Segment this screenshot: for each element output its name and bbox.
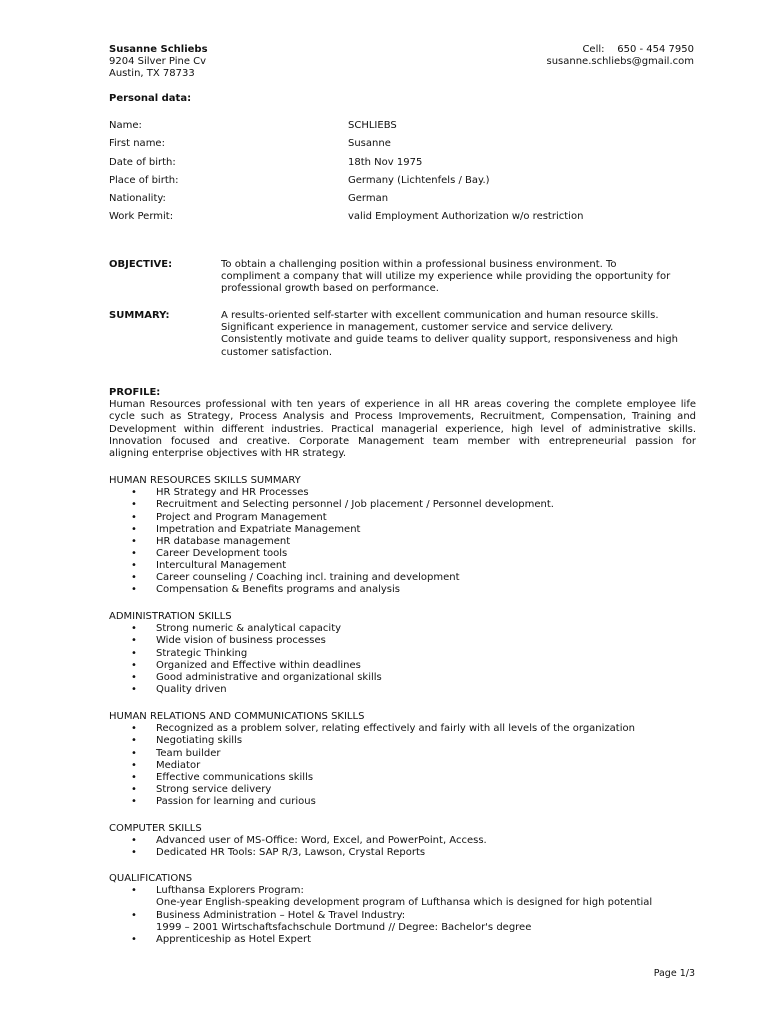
objective-label: OBJECTIVE:: [109, 259, 173, 270]
bullet-icon: •: [131, 683, 137, 695]
list-item: • Lufthansa Explorers Program: One-year English-speaking development program of Lufthansa which is designed for high potential: [131, 885, 653, 909]
bullet-icon: •: [131, 572, 137, 584]
list-item: • Strong service delivery: [131, 783, 272, 795]
list-item: • Business Administration – Hotel & Travel Industry: 1999 – 2001 Wirtschaftsfachschule Dortmund // Degree: Bachelor's degree: [131, 909, 532, 933]
relations-skills-list: [109, 723, 729, 808]
list-item: • Wide vision of business processes: [131, 635, 326, 647]
profile-section: PROFILE: Human Resources professional with ten years of experience in all HR areas covering the complete employee life cycle such as Strategy, Process Analysis and Process Improvements, Recruitment, Compensation, Training and Development within different industries. Practical managerial experience, high level of administrative skills. Innovation focused and creative. Corporate Management team member with entrepreneurial passion for aligning enterprise objectives with HR strategy.: [109, 387, 696, 460]
hr-skills-section: [109, 475, 729, 597]
bullet-icon: •: [131, 835, 137, 847]
objective-text: To obtain a challenging position within a professional business environment. To compliment a company that will utilize my experience while providing the opportunity for professional growth based on performance.: [221, 259, 671, 295]
personal-data-heading: Personal data:: [109, 93, 192, 104]
profile-heading: PROFILE:: [109, 387, 161, 398]
bullet-icon: •: [131, 885, 137, 897]
summary-text: A results-oriented self-starter with excellent communication and human resource skills. Significant experience in management, customer service and service delivery. Consistently motivate and guide teams to deliver quality support, responsiveness and high customer satisfaction.: [221, 310, 678, 358]
cell-label: Cell:: [582, 44, 605, 55]
candidate-name: Susanne Schliebs: [109, 44, 208, 55]
relations-skills-section: [109, 711, 729, 808]
list-item: • Career Development tools: [131, 547, 288, 559]
page-number: Page 1/3: [653, 968, 695, 979]
bullet-icon: •: [131, 623, 137, 635]
bullet-icon: •: [131, 523, 137, 535]
list-item: • Impetration and Expatriate Management: [131, 523, 361, 535]
list-item: • Organized and Effective within deadlines: [131, 659, 361, 671]
bullet-icon: •: [131, 771, 137, 783]
bullet-icon: •: [131, 499, 137, 511]
computer-skills-heading: COMPUTER SKILLS: [109, 823, 202, 834]
address-line-1: 9204 Silver Pine Cv: [109, 56, 207, 67]
list-item: • Career counseling / Coaching incl. training and development: [131, 572, 460, 584]
bullet-icon: •: [131, 647, 137, 659]
list-item: • Quality driven: [131, 683, 227, 695]
bullet-icon: •: [131, 759, 137, 771]
bullet-icon: •: [131, 584, 137, 596]
list-item: • Dedicated HR Tools: SAP R/3, Lawson, Crystal Reports: [131, 847, 426, 859]
bullet-icon: •: [131, 547, 137, 559]
list-item: • Compensation & Benefits programs and analysis: [131, 584, 400, 596]
address-line-2: Austin, TX 78733: [109, 68, 195, 79]
qualifications-list: [109, 885, 729, 946]
summary-label: SUMMARY:: [109, 310, 170, 321]
hr-skills-heading: HUMAN RESOURCES SKILLS SUMMARY: [109, 475, 301, 486]
list-item: • Good administrative and organizational skills: [131, 671, 382, 683]
list-item: • Negotiating skills: [131, 735, 243, 747]
list-item: • HR database management: [131, 535, 291, 547]
list-item: • Intercultural Management: [131, 560, 287, 572]
list-item: • Recognized as a problem solver, relating effectively and fairly with all levels of the organization: [131, 723, 635, 735]
list-item: • Advanced user of MS-Office: Word, Excel, and PowerPoint, Access.: [131, 835, 487, 847]
bullet-icon: •: [131, 847, 137, 859]
list-item: • Mediator: [131, 759, 201, 771]
bullet-icon: •: [131, 535, 137, 547]
admin-skills-section: [109, 611, 729, 696]
list-item: • Strong numeric & analytical capacity: [131, 623, 342, 635]
qualifications-section: [109, 873, 729, 946]
admin-skills-heading: ADMINISTRATION SKILLS: [109, 611, 232, 622]
bullet-icon: •: [131, 747, 137, 759]
qualifications-heading: QUALIFICATIONS: [109, 873, 193, 884]
bullet-icon: •: [131, 783, 137, 795]
cell-phone: [582, 44, 694, 56]
bullet-icon: •: [131, 487, 137, 499]
bullet-icon: •: [131, 909, 137, 921]
bullet-icon: •: [131, 511, 137, 523]
list-item: • Passion for learning and curious: [131, 796, 316, 808]
list-item: • HR Strategy and HR Processes: [131, 487, 309, 499]
bullet-icon: •: [131, 635, 137, 647]
list-item: • Team builder: [131, 747, 221, 759]
cell-value: 650 - 454 7950: [617, 44, 694, 55]
admin-skills-list: [109, 623, 729, 696]
bullet-icon: •: [131, 723, 137, 735]
computer-skills-list: [109, 835, 729, 859]
list-item: • Effective communications skills: [131, 771, 314, 783]
bullet-icon: •: [131, 671, 137, 683]
relations-skills-heading: HUMAN RELATIONS AND COMMUNICATIONS SKILLS: [109, 711, 365, 722]
bullet-icon: •: [131, 796, 137, 808]
bullet-icon: •: [131, 659, 137, 671]
resume-page: Susanne Schliebs 9204 Silver Pine Cv Austin, TX 78733 Cell: 650 - 454 7950 susanne.schliebs@gmail.com Personal data: Name: SCHLIEBS First name: Susanne Date of birth: 18th Nov 1975 Place of birth: Germany (Lichtenfels / Bay.) Nationality: German Work Permit: valid Employment Authorization w/o restriction OBJECTIVE: To obtain a challenging position within a professional business environment. To compliment a company that will utilize my experience while providing the opportunity for professional growth based on performance. SUMMARY: A results-oriented self-starter with excellent communication and human resource skills. Significant experience in management, customer service and service delivery. Consistently motivate and guide teams to deliver quality support, responsiveness and high customer satisfaction. PROFILE: Human Resources professional with ten years of experience in all HR areas covering the complete employee life cycle such as Strategy, Process Analysis and Process Improvements, Recruitment, Compensation, Training and Development within different industries. Practical managerial experience, high level of administrative skills. Innovation focused and creative. Corporate Management team member with entrepreneurial passion for aligning enterprise objectives with HR strategy. HUMAN RESOURCES SKILLS SUMMARY • HR Strategy and HR Processes • Recruitment and Selecting personnel / Job placement / Personnel development. • Project and Program Management • Impetration and Expatriate Management • HR database management • Career Development tools • Intercultural Management • Career counseling / Coaching incl. training and development • Compensation & Benefits programs and analysis ADMINISTRATION SKILLS • Strong numeric & analytical capacity • Wide vision of business processes • Strategic Thinking • Organized and Effective within deadlines • Good administrative and organizational skills • Quality driven HUMAN RELATIONS AND COMMUNICATIONS SKILLS • Recognized as a problem solver, relating effectively and fairly with all levels of the organization • Negotiating skills • Team builder • Mediator • Effective communications skills • Strong service delivery • Passion for learning and curious COMPUTER SKILLS • Advanced user of MS-Office: Word, Excel, and PowerPoint, Access. • Dedicated HR Tools: SAP R/3, Lawson, Crystal Reports QUALIFICATIONS • Lufthansa Explorers Program: One-year English-speaking development program of Lufthansa which is designed for high potential • Business Administration – Hotel & Travel Industry: 1999 – 2001 Wirtschaftsfachschule Dortmund // Degree: Bachelor's degree • Apprenticeship as Hotel Expert Page 1/3: [0, 0, 768, 1024]
list-item: • Recruitment and Selecting personnel / Job placement / Personnel development.: [131, 499, 554, 511]
hr-skills-list: [109, 487, 729, 596]
list-item: • Apprenticeship as Hotel Expert: [131, 933, 312, 945]
bullet-icon: •: [131, 933, 137, 945]
list-item: • Strategic Thinking: [131, 647, 248, 659]
list-item: • Project and Program Management: [131, 511, 327, 523]
email-address: susanne.schliebs@gmail.com: [546, 56, 694, 67]
computer-skills-section: [109, 823, 729, 860]
bullet-icon: •: [131, 735, 137, 747]
bullet-icon: •: [131, 560, 137, 572]
